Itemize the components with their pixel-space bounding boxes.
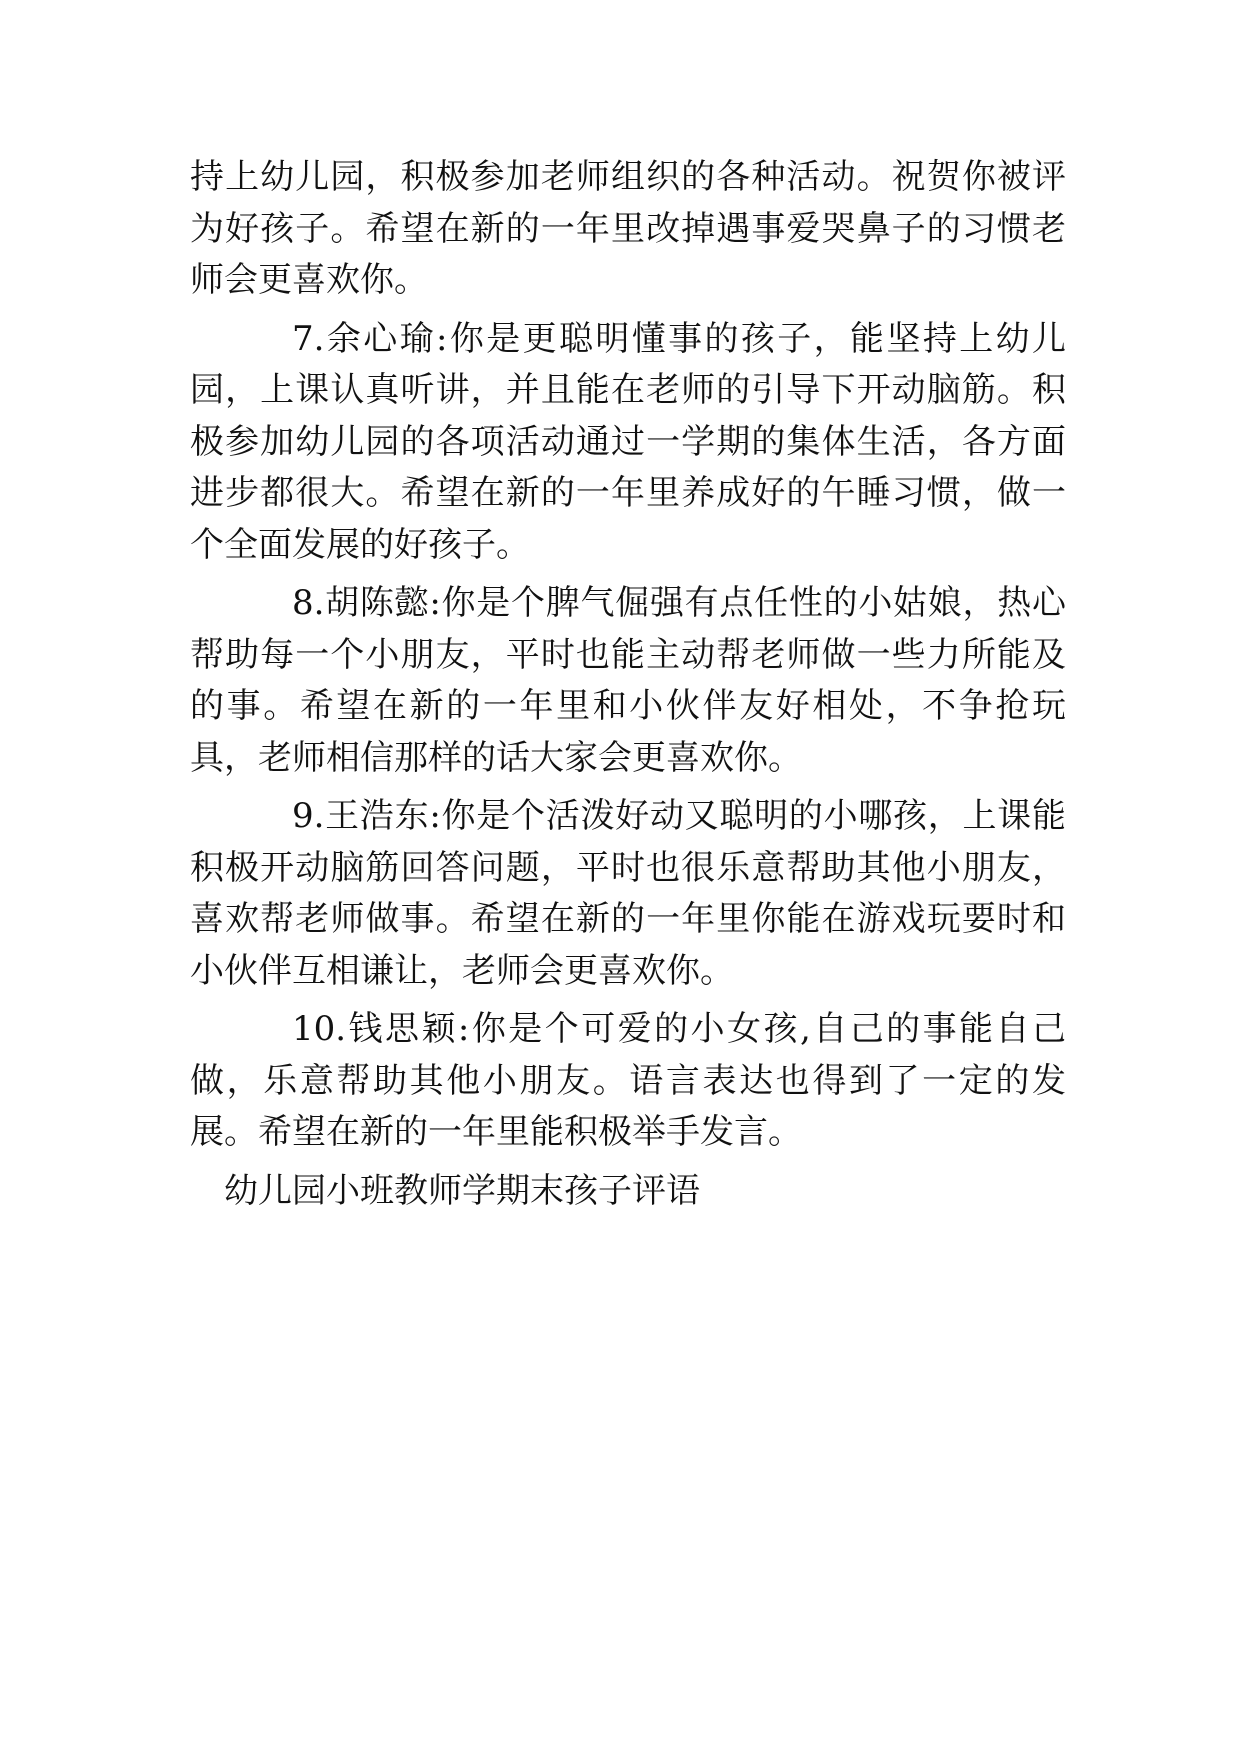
- document-trailer-title: 幼儿园小班教师学期末孩子评语: [224, 1170, 700, 1211]
- paragraph-comment-8: 8.胡陈懿:你是个脾气倔强有点任性的小姑娘，热心帮助每一个小朋友，平时也能主动帮老师做一些力所能及的事。希望在新的一年里和小伙伴友好相处，不争抢玩具，老师相信那样的话大家会更喜欢你。: [190, 583, 1066, 778]
- paragraph-comment-10: 10.钱思颖:你是个可爱的小女孩,自己的事能自己做，乐意帮助其他小朋友。语言表达也得到了一定的发展。希望在新的一年里能积极举手发言。: [190, 1009, 1066, 1152]
- paragraph-continuation: 持上幼儿园，积极参加老师组织的各种活动。祝贺你被评为好孩子。希望在新的一年里改掉遇事爱哭鼻子的习惯老师会更喜欢你。: [190, 157, 1066, 300]
- document-page: [190, 152, 1066, 1217]
- paragraph-comment-7: 7.余心瑜:你是更聪明懂事的孩子，能坚持上幼儿园，上课认真听讲，并且能在老师的引导下开动脑筋。积极参加幼儿园的各项活动通过一学期的集体生活，各方面进步都很大。希望在新的一年里养成好的午睡习惯，做一个全面发展的好孩子。: [190, 318, 1066, 565]
- paragraph-comment-9: 9.王浩东:你是个活泼好动又聪明的小哪孩，上课能积极开动脑筋回答问题，平时也很乐意帮助其他小朋友，喜欢帮老师做事。希望在新的一年里你能在游戏玩要时和小伙伴互相谦让，老师会更喜欢你。: [190, 796, 1066, 991]
